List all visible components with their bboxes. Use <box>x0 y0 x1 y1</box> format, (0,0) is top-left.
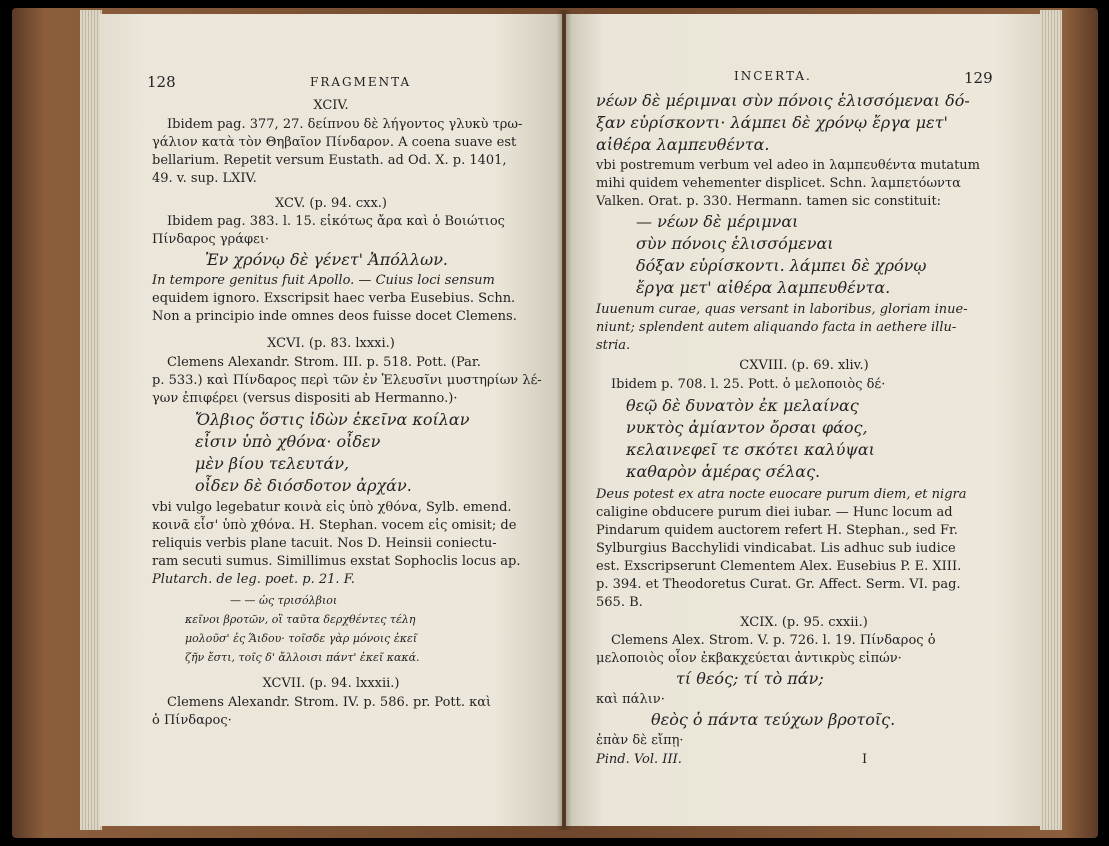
text-line: Clemens Alexandr. Strom. IV. p. 586. pr. Pott. καὶ <box>167 695 492 710</box>
verse-line: ἔργα μετ' αἰθέρα λαμπευθέντα. <box>636 278 891 297</box>
section-heading: XCVII. (p. 94. lxxxii.) <box>262 676 400 691</box>
page-number: 129 <box>964 69 993 87</box>
quote-line: ζῆν ἔστι, τοῖς δ' ἄλλοισι πάντ' ἐκεῖ κακά. <box>185 651 420 664</box>
text-line: γάλιον κατὰ τὸν Θηβαῖον Πίνδαρον. A coena suave est <box>152 135 517 150</box>
verse-line: καθαρὸν ἁμέρας σέλας. <box>626 462 821 481</box>
text-line: Ibidem pag. 377, 27. δείπνου δὲ λήγοντος γλυκὺ τρω- <box>167 117 523 132</box>
text-line: Clemens Alex. Strom. V. p. 726. l. 19. Πίνδαρος ὁ <box>611 633 936 648</box>
verse-line: ξαν εὑρίσκοντι· λάμπει δὲ χρόνῳ ἔργα μετ' <box>596 113 948 132</box>
text-line: mihi quidem vehementer displicet. Schn. λαμπετόωντα <box>596 176 961 191</box>
verse-line: νυκτὸς ἀμίαντον ὄρσαι φάος, <box>626 418 868 437</box>
text-line: In tempore genitus fuit Apollo. — Cuius loci sensum <box>152 273 495 288</box>
verse-line: — νέων δὲ μέριμναι <box>636 212 799 231</box>
text-line: Clemens Alexandr. Strom. III. p. 518. Pott. (Par. <box>167 355 481 370</box>
verse-line: Ἐν χρόνῳ δὲ γένετ' Ἀπόλλων. <box>205 250 448 269</box>
text-line: Ibidem p. 708. l. 25. Pott. ὁ μελοποιὸς δέ· <box>611 377 886 392</box>
verse-line: Ὄλβιος ὅστις ἰδὼν ἐκεῖνα κοίλαν <box>195 410 470 429</box>
section-heading: CXVIII. (p. 69. xliv.) <box>739 358 869 373</box>
text-line: καὶ πάλιν· <box>596 692 665 707</box>
section-heading: XCV. (p. 94. cxx.) <box>275 196 387 211</box>
signature-mark: I <box>862 752 868 767</box>
verse-line: σὺν πόνοις ἑλισσόμεναι <box>636 234 834 253</box>
running-head: FRAGMENTA <box>310 75 412 89</box>
quote-line: μολοῦσ' ἐς Ἅιδου· τοῖσδε γὰρ μόνοις ἐκεῖ <box>185 632 418 645</box>
verse-line: κελαινεφεῖ τε σκότει καλύψαι <box>626 440 875 459</box>
section-heading: XCVI. (p. 83. lxxxi.) <box>267 336 395 351</box>
text-line: ἐπὰν δὲ εἴπῃ· <box>596 733 684 748</box>
quote-line: κεῖνοι βροτῶν, οἳ ταῦτα δερχθέντες τέλη <box>185 613 416 626</box>
verse-line: εἶσιν ὑπὸ χθόνα· οἶδεν <box>195 432 381 451</box>
text-line: p. 533.) καὶ Πίνδαρος περὶ τῶν ἐν Ἐλευσῖνι μυστηρίων λέ- <box>152 373 542 388</box>
text-line: niunt; splendent autem aliquando facta in aethere illu- <box>596 320 957 335</box>
verse-line: θεῷ δὲ δυνατὸν ἐκ μελαίνας <box>626 396 859 415</box>
text-line: κοινᾶ εἶσ' ὑπὸ χθόνα. H. Stephan. vocem εἰς omisit; de <box>152 518 517 533</box>
verse-line: μὲν βίου τελευτάν, <box>195 454 350 473</box>
footer-signature: Pind. Vol. III. <box>596 752 682 767</box>
text-line: Πίνδαρος γράφει· <box>152 232 270 247</box>
text-line: bellarium. Repetit versum Eustath. ad Od. X. p. 1401, <box>152 153 507 168</box>
text-line: Deus potest ex atra nocte euocare purum diem, et nigra <box>596 487 967 502</box>
text-line: ram secuti sumus. Simillimus exstat Sophoclis locus ap. <box>152 554 521 569</box>
text-line: equidem ignoro. Exscripsit haec verba Eusebius. Schn. <box>152 291 516 306</box>
page-number: 128 <box>147 73 176 91</box>
text-line: γων ἐπιφέρει (versus dispositi ab Hermanno.)· <box>152 391 458 406</box>
right-page-edges <box>1040 10 1062 830</box>
left-page <box>100 14 562 826</box>
text-line: caligine obducere purum diei iubar. — Hunc locum ad <box>596 505 953 520</box>
quote-line: — — ὡς τρισόλβιοι <box>230 594 338 607</box>
section-heading: XCIX. (p. 95. cxxii.) <box>740 615 868 630</box>
text-line: vbi postremum verbum vel adeo in λαμπευθέντα mutatum <box>596 158 981 173</box>
section-heading: XCIV. <box>313 98 349 113</box>
text-line: vbi vulgo legebatur κοινὰ εἰς ὑπὸ χθόνα, Sylb. emend. <box>152 500 512 515</box>
running-head: INCERTA. <box>734 69 812 83</box>
verse-line: δόξαν εὑρίσκοντι. λάμπει δὲ χρόνῳ <box>636 256 927 275</box>
verse-line: νέων δὲ μέριμναι σὺν πόνοις ἑλισσόμεναι δό- <box>596 91 970 110</box>
text-line: Non a principio inde omnes deos fuisse docet Clemens. <box>152 309 517 324</box>
left-page-edges <box>80 10 102 830</box>
verse-line: θεὸς ὁ πάντα τεύχων βροτοῖς. <box>651 710 896 729</box>
text-line: reliquis verbis plane tacuit. Nos D. Heinsii coniectu- <box>152 536 497 551</box>
text-line: Valken. Orat. p. 330. Hermann. tamen sic constituit: <box>596 194 942 209</box>
text-line: est. Exscripserunt Clementem Alex. Eusebius P. E. XIII. <box>596 559 962 574</box>
text-line: 49. v. sup. LXIV. <box>152 171 257 186</box>
text-line: ὁ Πίνδαρος· <box>152 713 232 728</box>
text-line: Sylburgius Bacchylidi vindicabat. Lis adhuc sub iudice <box>596 541 956 556</box>
text-line: p. 394. et Theodoretus Curat. Gr. Affect. Serm. VI. pag. <box>596 577 961 592</box>
book-gutter <box>556 10 572 830</box>
verse-line: αἰθέρα λαμπευθέντα. <box>596 135 770 154</box>
verse-line: οἶδεν δὲ διόσδοτον ἀρχάν. <box>195 476 412 495</box>
text-line: stria. <box>596 338 631 353</box>
text-line: Iuuenum curae, quas versant in laboribus, gloriam inue- <box>596 302 968 317</box>
right-page <box>566 14 1042 826</box>
text-line: Ibidem pag. 383. l. 15. εἰκότως ἄρα καὶ ὁ Βοιώτιος <box>167 214 505 229</box>
text-line: Plutarch. de leg. poet. p. 21. F. <box>152 572 355 587</box>
text-line: 565. B. <box>596 595 643 610</box>
text-line: μελοποιὸς οἷον ἐκβακχεύεται ἀντικρὺς εἰπών· <box>596 651 902 666</box>
verse-line: τί θεός; τί τὸ πάν; <box>676 669 824 688</box>
text-line: Pindarum quidem auctorem refert H. Stephan., sed Fr. <box>596 523 958 538</box>
